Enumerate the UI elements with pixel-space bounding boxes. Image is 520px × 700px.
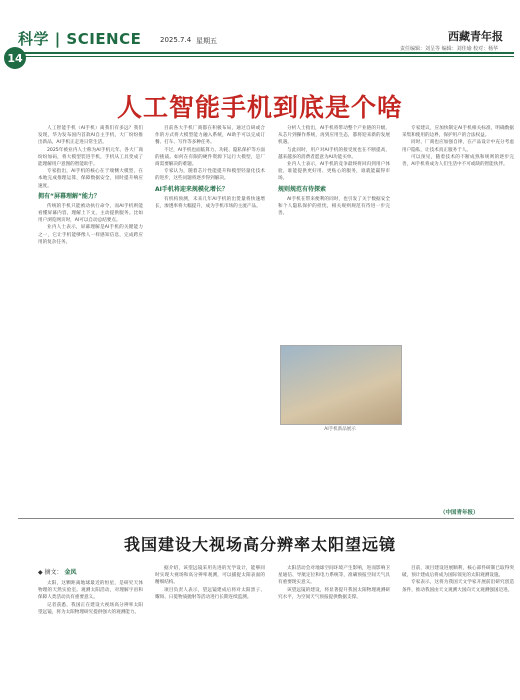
paragraph: 业内人士表示，AI手机的竞争最终将回归到用户体验，谁能提供更好用、更贴心的服务，谁就能赢得市场。 (278, 162, 390, 182)
issue-date: 2025.7.4 (160, 36, 192, 44)
paragraph: 太阳活动会对地球空间环境产生影响，进而影响卫星通信、导航定位和电力系统等，准确预报空间天气具有重要现实意义。 (278, 566, 390, 586)
paragraph: 不过，AI手机也面临算力、功耗、隐私保护等方面的挑战。如何在有限的硬件资源下运行大模型，是厂商需要解决的难题。 (155, 147, 265, 168)
article-headline-2: 我国建设大视场高分辨率太阳望远镜 (123, 535, 396, 554)
photo-caption: AI手机新品展示 (324, 427, 356, 432)
issue-weekday: 星期五 (196, 37, 217, 45)
header-rule-thin (18, 56, 514, 57)
paragraph: AI手机在带来便利的同时，也引发了关于数据安全和个人隐私保护的担忧，相关规则规范有待进一步完善。 (278, 196, 390, 217)
paragraph: 与此同时，用户对AI手机的接受度也在不断提高，越来越多的消费者愿意为AI功能买单。 (278, 147, 390, 160)
paragraph: 该望远镜的建设，将显著提升我国太阳物理观测研究水平，为空间天气预报提供数据支撑。 (278, 587, 390, 600)
paragraph: 记者获悉，我国正在建设大视场高分辨率太阳望远镜，将为太阳物理研究提供强大的观测能力。 (38, 602, 143, 615)
article-headline: 人工智能手机到底是个啥 (116, 93, 403, 122)
article2-column-4 (402, 565, 514, 692)
paragraph: 传统的手机只能被动执行命令，而AI手机则能看懂屏幕内容，理解上下文，主动提供服务。比如用户浏览网页时，AI可以自动总结要点。 (38, 203, 143, 224)
paragraph: 专家指出，AI手机的核心在于端侧大模型，在本地完成推理运算，保障数据安全，同时提升响应速度。 (38, 169, 143, 189)
article-photo (280, 345, 402, 425)
page-header (0, 0, 520, 65)
paragraph: 有机构预测，未来几年AI手机的出货量将快速增长，渗透率将大幅提升，成为手机市场的主流产品。 (155, 196, 265, 209)
source-signoff: （中国青年报） (440, 510, 479, 516)
paragraph: 可以预见，随着技术的不断成熟和规则的逐步完善，AI手机将成为人们生活中不可或缺的智能伙伴。 (402, 154, 514, 168)
article-column-4 (402, 125, 514, 505)
page-number-badge: 14 (4, 47, 26, 69)
paragraph: 专家建议，应加快制定AI手机相关标准，明确数据采集和使用的边界，保护用户的合法权益。 (402, 126, 514, 139)
article-column-2 (155, 125, 265, 505)
article-column-1 (38, 125, 143, 505)
paragraph: 太阳，这颗距离地球最近的恒星，是研究天体物理的天然实验室。观测太阳活动，对理解宇宙和保障人类活动具有重要意义。 (38, 581, 143, 601)
editor-credits: 责任编辑：刘呈等 编辑：刘佳瑜 校对：杨华 (400, 46, 499, 52)
article2-column-1 (38, 580, 143, 692)
paragraph: 人工智能手机（AI手机）离我们有多远？我们发现，华为发布国内首款AI自主手机，大厂纷纷推出新品，AI手机正走进日常生活。 (38, 126, 143, 146)
paragraph: 目前各大手机厂商都在积极布局，通过自研或合作的方式将大模型能力融入系统，AI助手可以完成订餐、打车、写作等多种任务。 (155, 126, 265, 146)
newspaper-masthead: 西藏青年报 (448, 30, 503, 43)
article-separator (18, 518, 514, 519)
subheading: AI手机将迎来规模化增长？ (155, 185, 228, 193)
paragraph: 项目负责人表示，望远镜建成后将对太阳黑子、耀斑、日冕物质抛射等活动进行长期连续监测。 (155, 587, 265, 600)
subheading: 规则规范有待探索 (278, 185, 327, 193)
article2-column-3 (278, 565, 390, 692)
header-rule (18, 52, 514, 54)
section-title: 科学 | SCIENCE (18, 30, 142, 48)
paragraph: 专家表示，这将为我国天文学家开展前沿研究创造条件，推动我国由天文观测大国向天文观测强国迈进。 (402, 580, 514, 593)
paragraph: 目前，项目建设进展顺利，核心部件研制已取得突破，预计建成后将成为国际领先的太阳观测设施。 (402, 566, 514, 579)
paragraph: 专家认为，随着芯片性能提升和模型轻量化技术的进步，这些问题将逐步得到解决。 (155, 169, 265, 182)
article2-column-2 (155, 565, 265, 692)
subheading: 拥有“屏幕理解”能力？ (38, 192, 100, 200)
article-column-3 (278, 125, 390, 340)
paragraph: 2025年被业内人士称为AI手机元年。各大厂商纷纷加码，将大模型装进手机，手机从工具变成了能理解用户意图的智能助手。 (38, 147, 143, 168)
byline (38, 567, 76, 576)
byline-label: ◆ 摘文： (38, 569, 63, 576)
paragraph: 据介绍，该望远镜采用先进的光学设计，能够同时实现大视场和高分辨率观测，可以捕捉太阳表面的精细结构。 (155, 566, 265, 586)
byline-author: 金凤 (64, 569, 77, 576)
paragraph: 分析人士指出，AI手机将带动整个产业链的升级，从芯片到操作系统，再到应用生态，都将迎来新的发展机遇。 (278, 126, 390, 146)
paragraph: 业内人士表示，屏幕理解是AI手机的关键能力之一，它让手机能够像人一样感知信息，完成跨应用的复杂任务。 (38, 225, 143, 245)
paragraph: 同时，厂商也应加强自律，在产品设计中充分考虑用户隐私，让技术真正服务于人。 (402, 140, 514, 153)
